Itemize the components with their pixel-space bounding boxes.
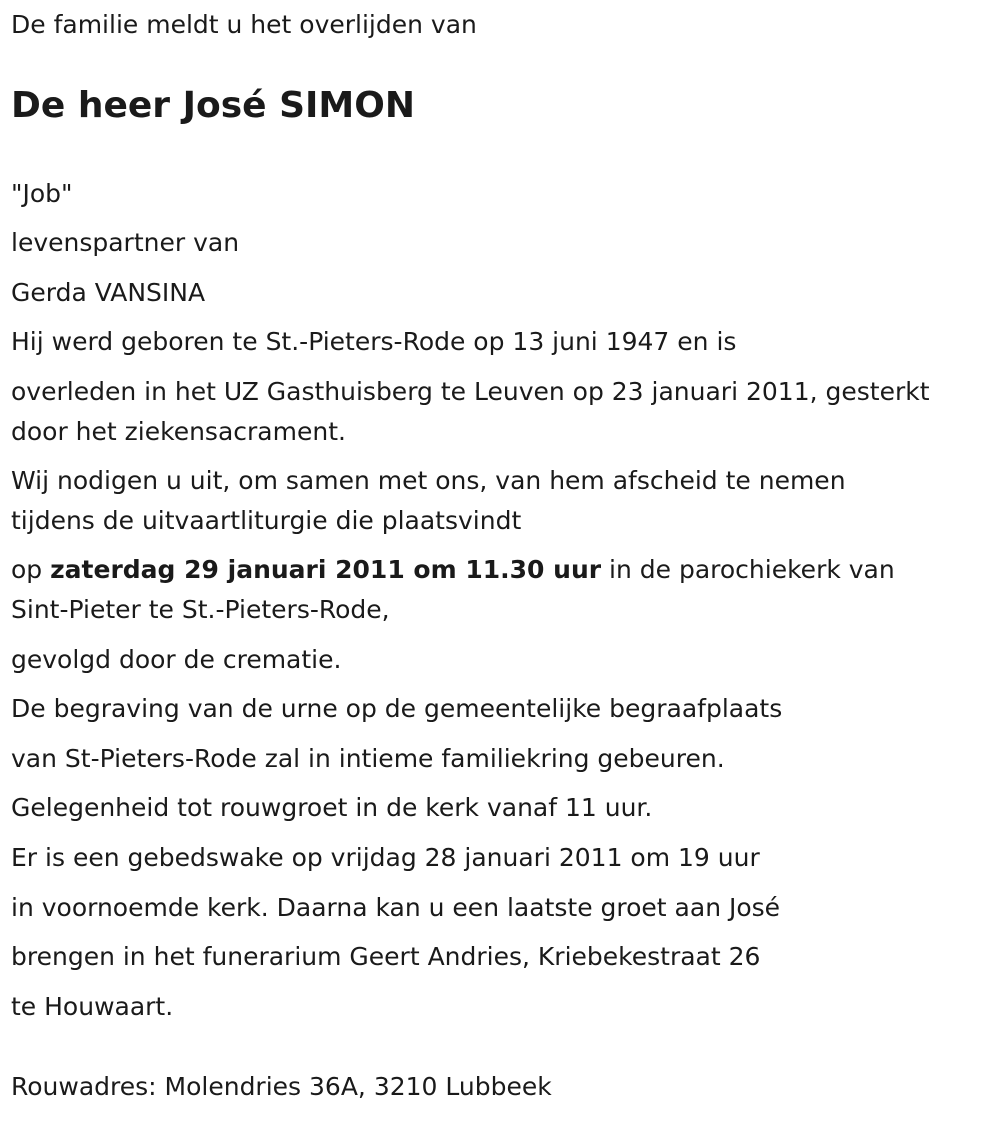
- service-suffix: in de parochiekerk van: [609, 555, 895, 584]
- partner-name: Gerda VANSINA: [11, 278, 206, 307]
- mourning-address: Rouwadres: Molendries 36A, 3210 Lubbeek: [11, 1072, 552, 1101]
- invite-line-1: Wij nodigen u uit, om samen met ons, van hem afscheid te nemen: [11, 466, 846, 495]
- death-line-1: overleden in het UZ Gasthuisberg te Leuven op 23 januari 2011, gesterkt: [11, 377, 930, 406]
- death-line-2: door het ziekensacrament.: [11, 417, 346, 446]
- cremation-line: gevolgd door de crematie.: [11, 645, 342, 674]
- service-line: [11, 550, 895, 590]
- deceased-name: De heer José SIMON: [11, 85, 415, 126]
- invite-line-2: tijdens de uitvaartliturgie die plaatsvindt: [11, 506, 522, 535]
- vigil-line-2: in voornoemde kerk. Daarna kan u een laatste groet aan José: [11, 893, 781, 922]
- condolence-line: Gelegenheid tot rouwgroet in de kerk vanaf 11 uur.: [11, 793, 653, 822]
- burial-line-1: De begraving van de urne op de gemeentelijke begraafplaats: [11, 694, 783, 723]
- vigil-line-4: te Houwaart.: [11, 992, 174, 1021]
- nickname: "Job": [11, 179, 73, 208]
- intro-text: De familie meldt u het overlijden van: [11, 10, 477, 39]
- birth-line: Hij werd geboren te St.-Pieters-Rode op 13 juni 1947 en is: [11, 327, 737, 356]
- service-prefix: op: [11, 555, 43, 584]
- service-location: Sint-Pieter te St.-Pieters-Rode,: [11, 595, 390, 624]
- burial-line-2: van St-Pieters-Rode zal in intieme familiekring gebeuren.: [11, 744, 725, 773]
- partner-label: levenspartner van: [11, 228, 240, 257]
- vigil-line-3: brengen in het funerarium Geert Andries, Kriebekestraat 26: [11, 942, 761, 971]
- vigil-line-1: Er is een gebedswake op vrijdag 28 januari 2011 om 19 uur: [11, 843, 760, 872]
- service-datetime: zaterdag 29 januari 2011 om 11.30 uur: [50, 555, 602, 584]
